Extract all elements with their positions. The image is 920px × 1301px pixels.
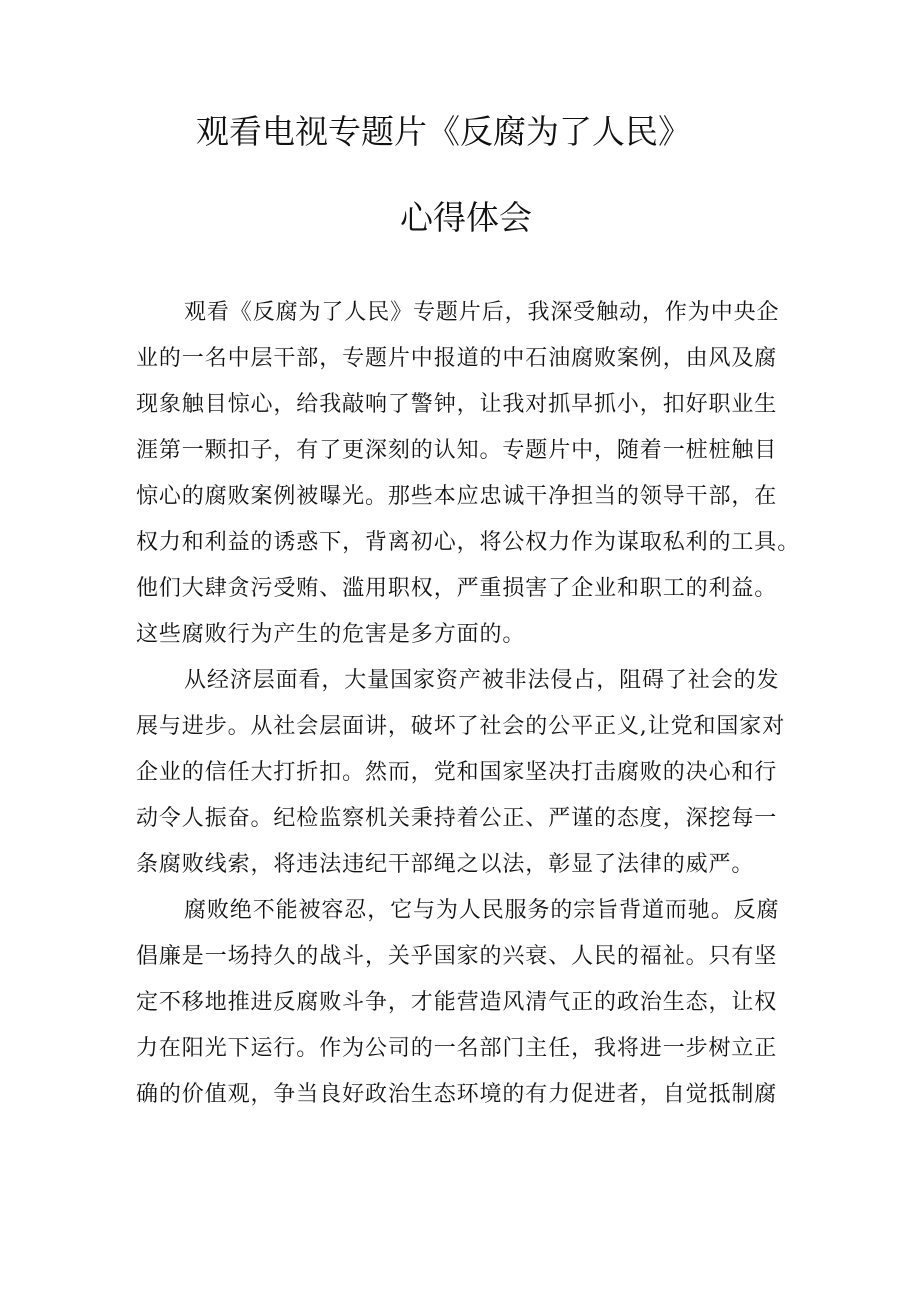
- document-title-line-1: 观看电视专题片《反腐为了人民》: [196, 112, 691, 151]
- text-line: 倡廉是一场持久的战斗，关乎国家的兴衰、人民的福祉。只有坚: [136, 944, 778, 969]
- text-line: 企业的信任大打折扣。然而，党和国家坚决打击腐败的决心和行: [136, 760, 778, 785]
- paragraph-3: [136, 888, 796, 1118]
- text-line: 他们大肆贪污受贿、滥用职权，严重损害了企业和职工的利益。: [136, 576, 778, 601]
- text-line: 惊心的腐败案例被曝光。那些本应忠诚干净担当的领导干部，在: [136, 484, 778, 509]
- document-body: [136, 290, 801, 1118]
- text-line: 业的一名中层干部，专题片中报道的中石油腐败案例，由风及腐: [136, 346, 778, 371]
- document-title-line-2: 心得体会: [400, 198, 532, 237]
- text-line: 确的价值观，争当良好政治生态环境的有力促进者，自觉抵制腐: [136, 1082, 778, 1107]
- text-line: 这些腐败行为产生的危害是多方面的。: [136, 622, 526, 647]
- text-line: 展与进步。从社会层面讲，破坏了社会的公平正义,让党和国家对: [136, 714, 786, 739]
- text-line: 现象触目惊心，给我敲响了警钟，让我对抓早抓小，扣好职业生: [136, 392, 778, 417]
- text-line: 观看《反腐为了人民》专题片后，我深受触动，作为中央企: [184, 300, 780, 325]
- text-line: 从经济层面看，大量国家资产被非法侵占，阻碍了社会的发: [184, 668, 780, 693]
- text-line: 定不移地推进反腐败斗争，才能营造风清气正的政治生态，让权: [136, 990, 778, 1015]
- text-line: 条腐败线索，将违法违纪干部绳之以法，彰显了法律的威严。: [136, 852, 755, 877]
- text-line: 涯第一颗扣子，有了更深刻的认知。专题片中，随着一桩桩触目: [136, 438, 778, 463]
- text-line: 动令人振奋。纪检监察机关秉持着公正、严谨的态度，深挖每一: [136, 806, 778, 831]
- text-line: 腐败绝不能被容忍，它与为人民服务的宗旨背道而驰。反腐: [184, 898, 780, 923]
- paragraph-2: [136, 658, 796, 888]
- text-line: 权力和利益的诱惑下，背离初心，将公权力作为谋取私利的工具。: [136, 530, 801, 555]
- paragraph-1: [136, 290, 801, 658]
- text-line: 力在阳光下运行。作为公司的一名部门主任，我将进一步树立正: [136, 1036, 778, 1061]
